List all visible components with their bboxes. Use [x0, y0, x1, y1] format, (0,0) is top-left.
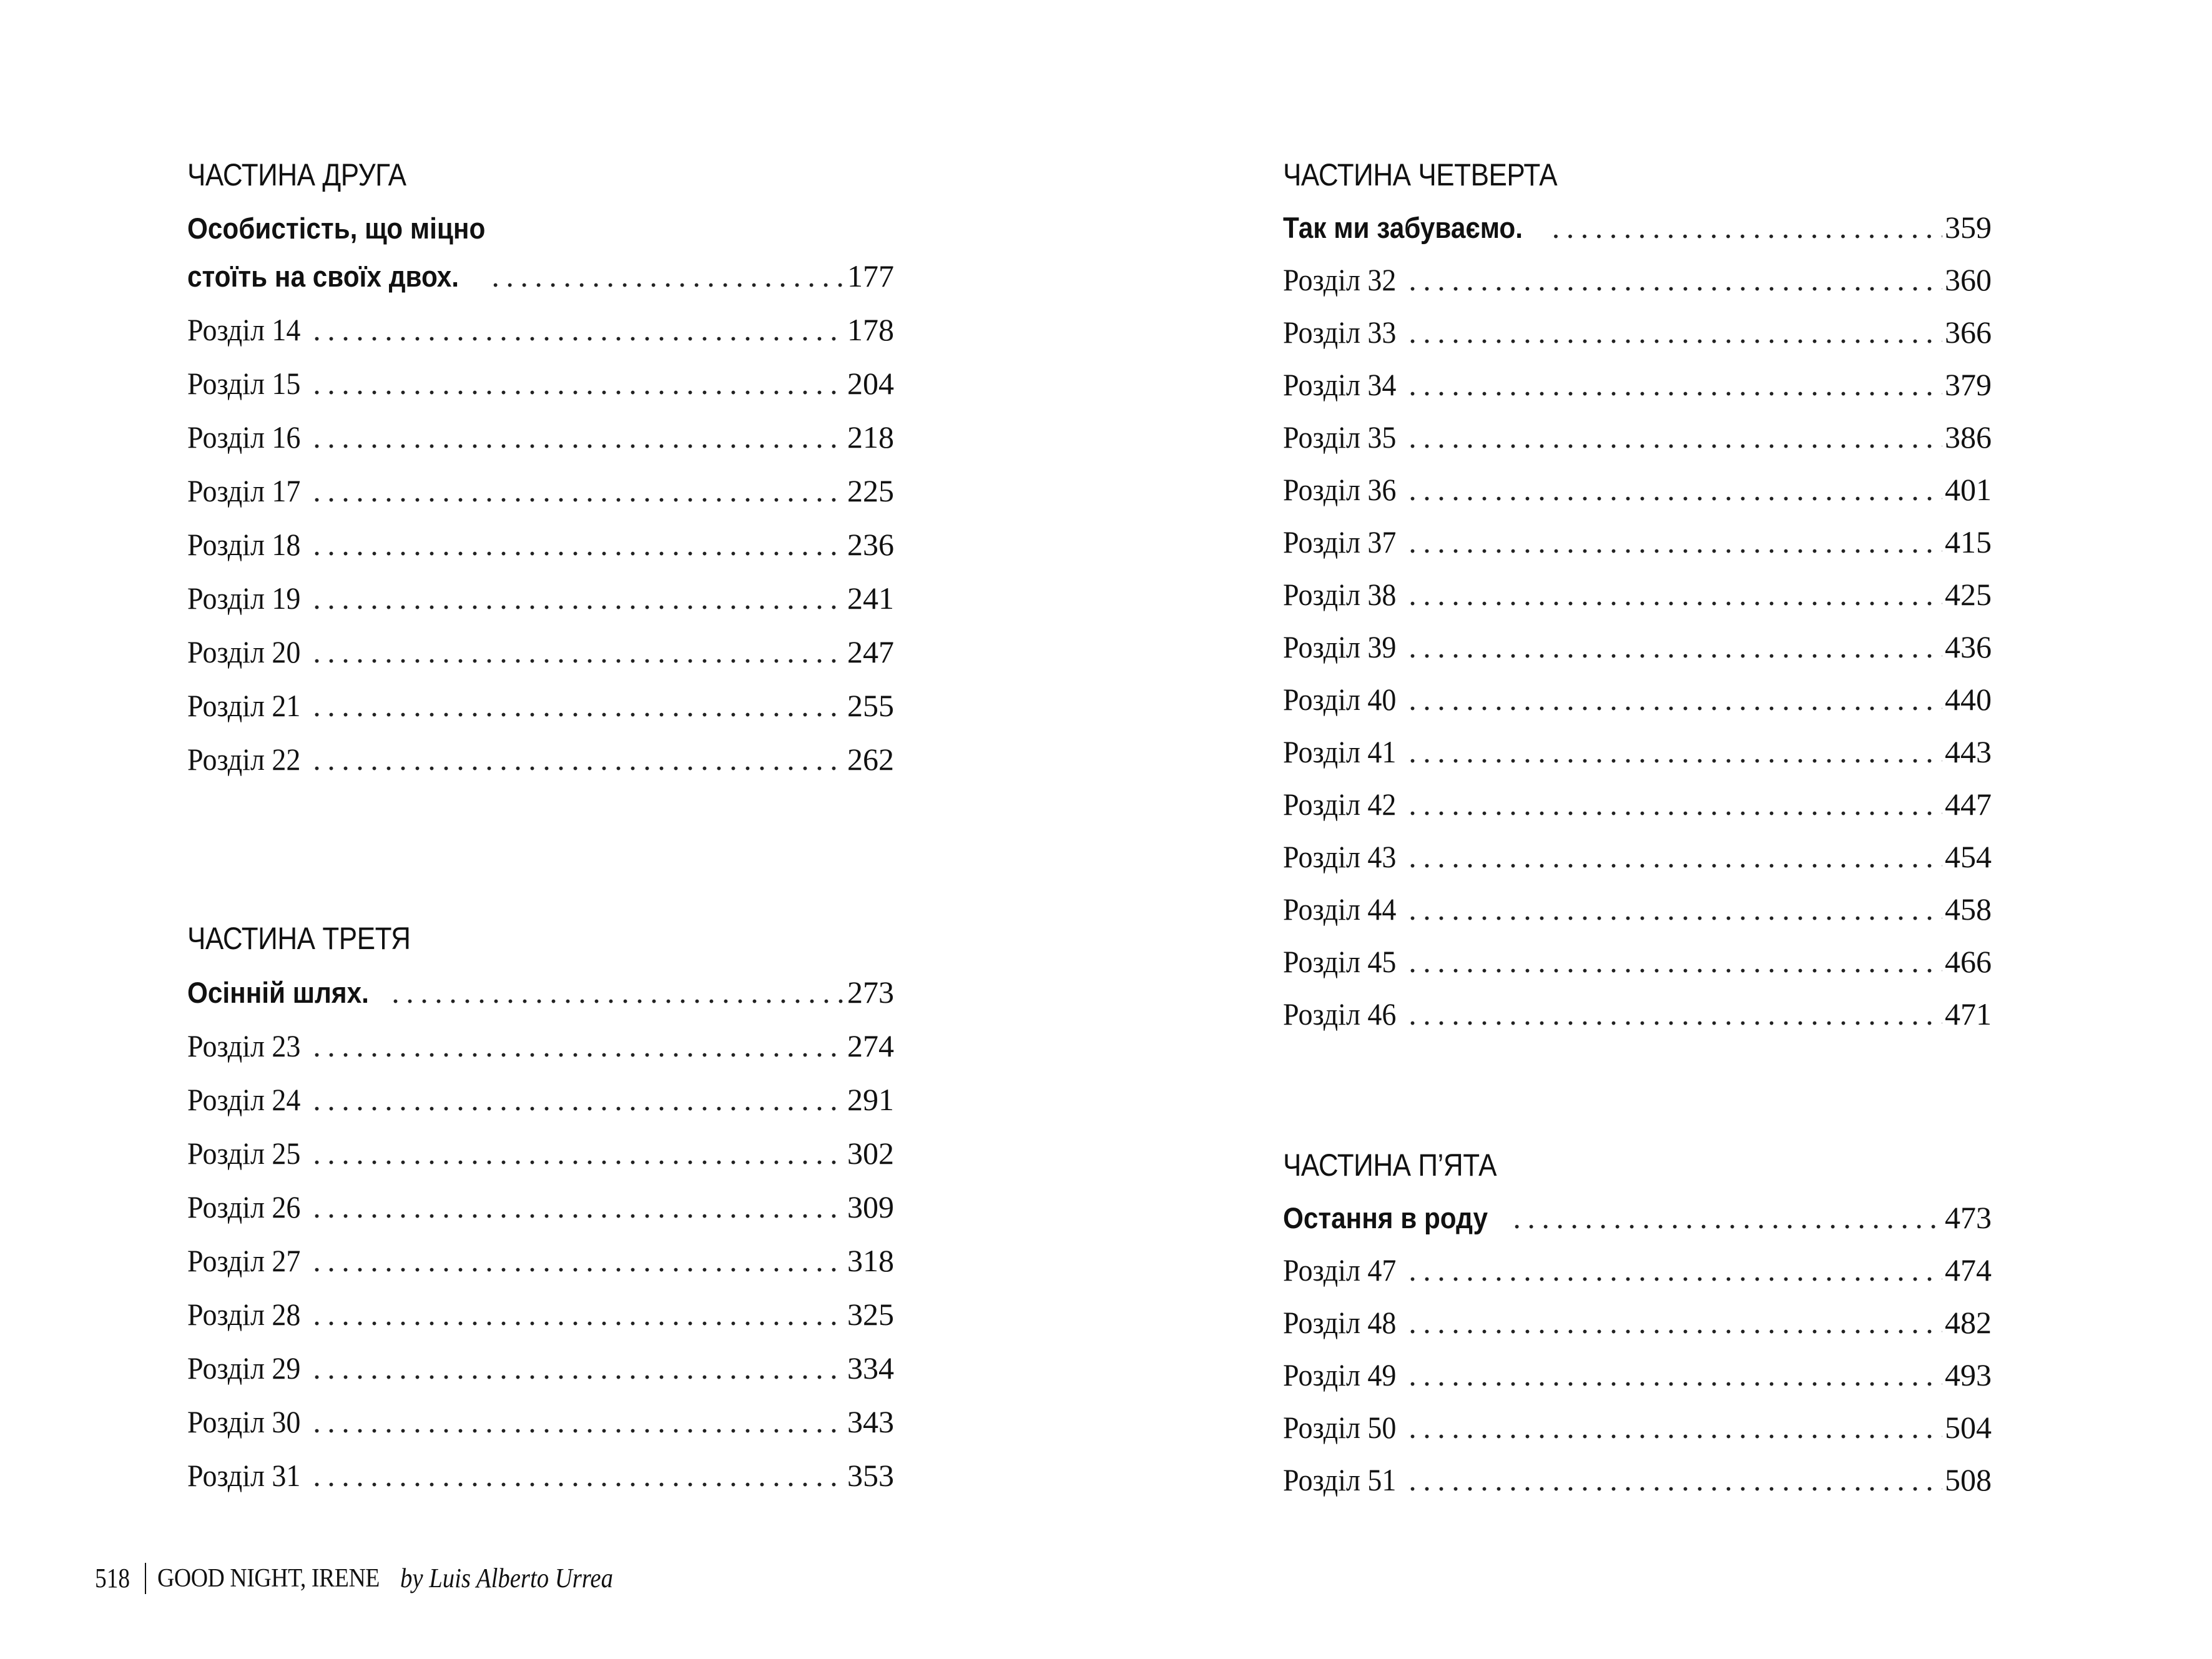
- chapter-label: Розділ 32: [1283, 262, 1397, 297]
- part-title-label: стоїть на своїх двох.: [187, 260, 460, 293]
- page-number: 454: [1945, 839, 1992, 874]
- page-number: 440: [1945, 682, 1992, 717]
- toc-entry[interactable]: [1283, 1461, 1992, 1499]
- leader-dots: [313, 1027, 845, 1065]
- toc-entry[interactable]: [187, 472, 894, 510]
- toc-entry[interactable]: [1283, 313, 1992, 351]
- leader-dots: [1552, 209, 1942, 246]
- leader-dots: [491, 257, 845, 295]
- page-number: 262: [847, 742, 894, 777]
- chapter-label: Розділ 42: [1283, 787, 1397, 822]
- chapter-label: Розділ 21: [187, 688, 301, 723]
- page-number: 447: [1945, 787, 1992, 822]
- toc-entry[interactable]: [1283, 838, 1992, 875]
- leader-dots: [1408, 471, 1942, 508]
- chapter-label: Розділ 43: [1283, 839, 1397, 874]
- leader-dots: [1408, 838, 1942, 875]
- toc-entry[interactable]: [1283, 785, 1992, 823]
- toc-entry[interactable]: [1283, 681, 1992, 718]
- page-number: 325: [847, 1297, 894, 1332]
- page-number: 241: [847, 581, 894, 616]
- page-number: 343: [847, 1404, 894, 1439]
- page-number: 177: [847, 258, 894, 293]
- part-heading: ЧАСТИНА П’ЯТА: [1283, 1148, 1497, 1183]
- page-number: 466: [1945, 944, 1992, 979]
- page-number: 291: [847, 1082, 894, 1117]
- leader-dots: [313, 365, 845, 402]
- leader-dots: [1513, 1199, 1942, 1236]
- leader-dots: [1408, 785, 1942, 823]
- page-number: 458: [1945, 892, 1992, 927]
- chapter-label: Розділ 29: [187, 1351, 301, 1386]
- page-number: 353: [847, 1458, 894, 1493]
- chapter-label: Розділ 51: [1283, 1462, 1397, 1497]
- part-heading: ЧАСТИНА ЧЕТВЕРТА: [1283, 157, 1558, 192]
- leader-dots: [313, 1081, 845, 1118]
- leader-dots: [1408, 628, 1942, 666]
- chapter-label: Розділ 30: [187, 1404, 301, 1439]
- page-number: 366: [1945, 315, 1992, 350]
- part-heading: ЧАСТИНА ТРЕТЯ: [187, 921, 411, 956]
- leader-dots: [313, 1457, 845, 1494]
- chapter-label: Розділ 17: [187, 473, 301, 508]
- toc-entry[interactable]: [1283, 628, 1992, 666]
- toc-entry[interactable]: [1283, 366, 1992, 403]
- page-number: 386: [1945, 420, 1992, 455]
- leader-dots: [313, 418, 845, 456]
- toc-entry[interactable]: [1283, 943, 1992, 980]
- chapter-label: Розділ 25: [187, 1136, 301, 1171]
- chapter-label: Розділ 46: [1283, 997, 1397, 1031]
- page-number: 302: [847, 1136, 894, 1171]
- page-number: 415: [1945, 524, 1992, 559]
- page-footer: [95, 1562, 642, 1594]
- chapter-label: Розділ 40: [1283, 682, 1397, 717]
- toc-entry[interactable]: [1283, 471, 1992, 508]
- chapter-label: Розділ 28: [187, 1297, 301, 1332]
- page-number: 318: [847, 1243, 894, 1278]
- leader-dots: [313, 1296, 845, 1333]
- part-heading: ЧАСТИНА ДРУГА: [187, 157, 406, 192]
- leader-dots: [1408, 995, 1942, 1033]
- page-number: 309: [847, 1189, 894, 1224]
- toc-entry[interactable]: [187, 1188, 894, 1226]
- toc-entry[interactable]: [187, 1242, 894, 1279]
- page-number: 236: [847, 527, 894, 562]
- part-title-line1: Особистість, що міцно: [187, 212, 486, 245]
- leader-dots: [1408, 313, 1942, 351]
- toc-entry[interactable]: [1283, 995, 1992, 1033]
- chapter-label: Розділ 47: [1283, 1253, 1397, 1287]
- toc-entry[interactable]: [1283, 1304, 1992, 1341]
- leader-dots: [391, 973, 845, 1011]
- page-number: 443: [1945, 734, 1992, 769]
- chapter-label: Розділ 49: [1283, 1357, 1397, 1392]
- leader-dots: [313, 1188, 845, 1226]
- leader-dots: [313, 472, 845, 510]
- leader-dots: [313, 1349, 845, 1387]
- page-number: 436: [1945, 629, 1992, 664]
- page-number: 359: [1945, 210, 1992, 245]
- leader-dots: [313, 741, 845, 778]
- leader-dots: [313, 526, 845, 563]
- page-number: 274: [847, 1028, 894, 1063]
- chapter-label: Розділ 20: [187, 634, 301, 669]
- leader-dots: [1408, 261, 1942, 298]
- toc-entry[interactable]: [187, 1135, 894, 1172]
- chapter-label: Розділ 27: [187, 1243, 301, 1278]
- chapter-label: Розділ 19: [187, 581, 301, 616]
- chapter-label: Розділ 34: [1283, 367, 1397, 402]
- chapter-label: Розділ 18: [187, 527, 301, 562]
- part-title-entry[interactable]: [187, 973, 894, 1012]
- toc-entry[interactable]: [1283, 1409, 1992, 1446]
- chapter-label: Розділ 48: [1283, 1305, 1397, 1340]
- chapter-label: Розділ 39: [1283, 629, 1397, 664]
- leader-dots: [313, 1135, 845, 1172]
- part-title-entry[interactable]: [1283, 209, 1992, 247]
- part-title-label: Так ми забуваємо.: [1283, 211, 1523, 244]
- toc-entry[interactable]: [187, 1349, 894, 1387]
- toc-entry[interactable]: [187, 311, 894, 348]
- leader-dots: [1408, 943, 1942, 980]
- toc-entry[interactable]: [187, 526, 894, 563]
- footer-book-title: GOOD NIGHT, IRENE: [157, 1563, 380, 1593]
- page-number: 508: [1945, 1462, 1992, 1497]
- page-number: 401: [1945, 472, 1992, 507]
- toc-entry[interactable]: [1283, 523, 1992, 561]
- chapter-label: Розділ 41: [1283, 734, 1397, 769]
- toc-entry[interactable]: [1283, 1356, 1992, 1394]
- toc-entry[interactable]: [187, 418, 894, 456]
- chapter-label: Розділ 50: [1283, 1410, 1397, 1445]
- leader-dots: [1408, 1409, 1942, 1446]
- chapter-label: Розділ 38: [1283, 577, 1397, 612]
- page-number: 379: [1945, 367, 1992, 402]
- chapter-label: Розділ 37: [1283, 524, 1397, 559]
- toc-entry[interactable]: [187, 579, 894, 617]
- toc-entry[interactable]: [187, 1296, 894, 1333]
- chapter-label: Розділ 45: [1283, 944, 1397, 979]
- toc-entry[interactable]: [187, 365, 894, 402]
- page-number: 225: [847, 473, 894, 508]
- toc-entry[interactable]: [1283, 733, 1992, 770]
- chapter-label: Розділ 35: [1283, 420, 1397, 455]
- page-number: 255: [847, 688, 894, 723]
- toc-entry[interactable]: [187, 1403, 894, 1440]
- toc-entry[interactable]: [1283, 418, 1992, 456]
- page-number: 273: [847, 975, 894, 1010]
- toc-entry[interactable]: [187, 1081, 894, 1118]
- leader-dots: [1408, 366, 1942, 403]
- part-title-label: Осінній шлях.: [187, 976, 369, 1009]
- leader-dots: [1408, 1356, 1942, 1394]
- chapter-label: Розділ 44: [1283, 892, 1397, 927]
- leader-dots: [1408, 418, 1942, 456]
- leader-dots: [1408, 890, 1942, 928]
- page-number: 474: [1945, 1253, 1992, 1287]
- page-number: 473: [1945, 1200, 1992, 1235]
- leader-dots: [313, 633, 845, 671]
- leader-dots: [313, 1403, 845, 1440]
- chapter-label: Розділ 36: [1283, 472, 1397, 507]
- chapter-label: Розділ 26: [187, 1189, 301, 1224]
- page-number: 493: [1945, 1357, 1992, 1392]
- chapter-label: Розділ 16: [187, 420, 301, 455]
- leader-dots: [1408, 1304, 1942, 1341]
- toc-entry[interactable]: [187, 741, 894, 778]
- chapter-label: Розділ 33: [1283, 315, 1397, 350]
- leader-dots: [313, 579, 845, 617]
- page-number: 204: [847, 366, 894, 401]
- leader-dots: [1408, 733, 1942, 770]
- chapter-label: Розділ 15: [187, 366, 301, 401]
- part-title-label: Остання в роду: [1283, 1201, 1488, 1234]
- chapter-label: Розділ 14: [187, 312, 301, 347]
- chapter-label: Розділ 24: [187, 1082, 301, 1117]
- page-number: 360: [1945, 262, 1992, 297]
- page-number: 218: [847, 420, 894, 455]
- leader-dots: [1408, 681, 1942, 718]
- leader-dots: [313, 687, 845, 724]
- toc-entry[interactable]: [187, 633, 894, 671]
- chapter-label: Розділ 23: [187, 1028, 301, 1063]
- page-number: 471: [1945, 997, 1992, 1031]
- part-title-entry[interactable]: [1283, 1199, 1992, 1237]
- page-number: 334: [847, 1351, 894, 1386]
- page-number: 425: [1945, 577, 1992, 612]
- page-number: 482: [1945, 1305, 1992, 1340]
- toc-entry[interactable]: [1283, 576, 1992, 613]
- leader-dots: [1408, 576, 1942, 613]
- leader-dots: [1408, 1251, 1942, 1289]
- page-number: 504: [1945, 1410, 1992, 1445]
- chapter-label: Розділ 22: [187, 742, 301, 777]
- page-number: 247: [847, 634, 894, 669]
- toc-entry[interactable]: [1283, 890, 1992, 928]
- footer-divider: [145, 1563, 146, 1594]
- leader-dots: [1408, 1461, 1942, 1499]
- page-number: 178: [847, 312, 894, 347]
- footer-author: by Luis Alberto Urrea: [400, 1563, 614, 1593]
- toc-entry[interactable]: [1283, 261, 1992, 298]
- leader-dots: [1408, 523, 1942, 561]
- leader-dots: [313, 311, 845, 348]
- chapter-label: Розділ 31: [187, 1458, 301, 1493]
- toc-entry[interactable]: [187, 1027, 894, 1065]
- toc-entry[interactable]: [1283, 1251, 1992, 1289]
- leader-dots: [313, 1242, 845, 1279]
- toc-entry[interactable]: [187, 687, 894, 724]
- footer-page-number: 518: [95, 1563, 130, 1593]
- part-title-entry[interactable]: [187, 257, 894, 295]
- toc-entry[interactable]: [187, 1457, 894, 1494]
